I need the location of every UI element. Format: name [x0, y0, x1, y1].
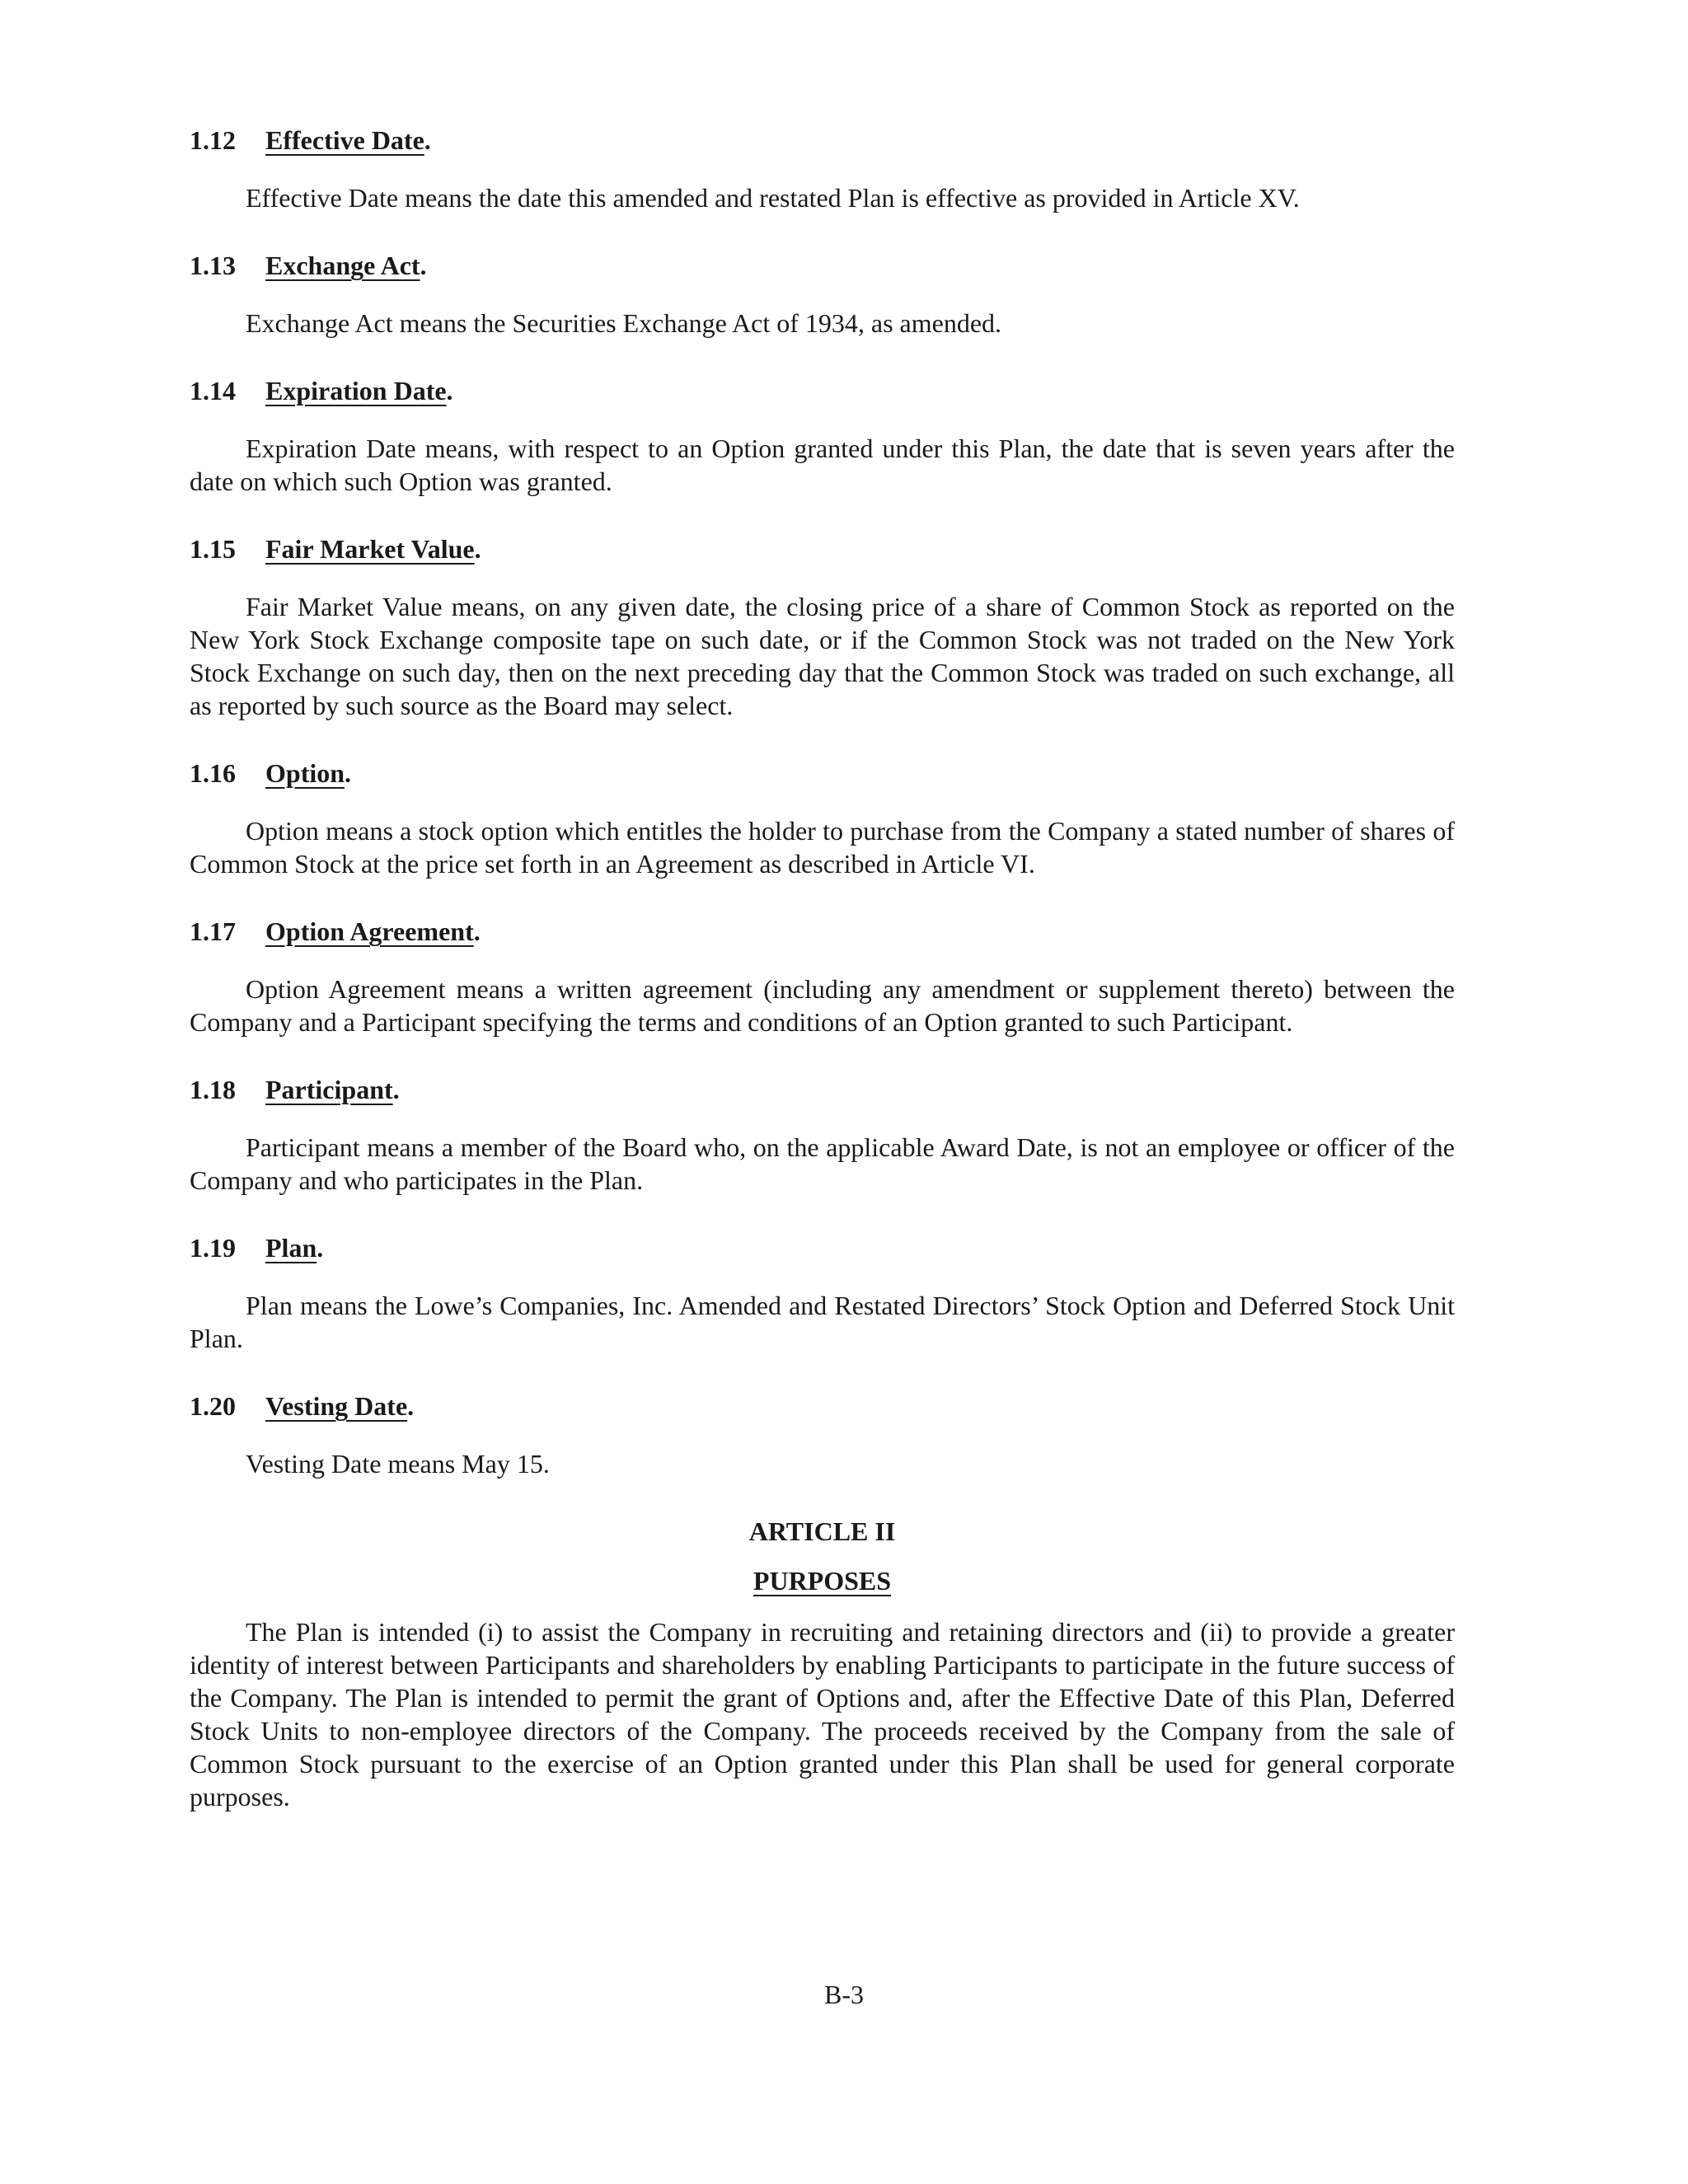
section-text: Option means a stock option which entitles the holder to purchase from the Company a stated number of shares of Common Stock at the price set forth in an Agreement as described in Article VI. [190, 816, 1455, 879]
section-heading [190, 1073, 1455, 1106]
section-title-period: . [420, 251, 427, 280]
section-heading [190, 374, 1455, 407]
section-heading [190, 915, 1455, 948]
section-text: Effective Date means the date this amended and restated Plan is effective as provided in Article XV. [246, 183, 1300, 213]
section-number: 1.13 [190, 251, 236, 280]
section-title: Fair Market Value [265, 534, 475, 564]
section-1-15 [190, 532, 1455, 722]
section-heading [190, 1390, 1455, 1422]
section-title: Vesting Date [265, 1391, 408, 1421]
section-title: Participant [265, 1075, 393, 1104]
section-1-13 [190, 249, 1455, 340]
section-1-14 [190, 374, 1455, 498]
section-number: 1.17 [190, 916, 236, 946]
section-title: Plan [265, 1233, 317, 1263]
section-number: 1.14 [190, 376, 236, 405]
section-title: Expiration Date [265, 376, 447, 405]
section-heading [190, 124, 1455, 157]
article-title-text: PURPOSES [753, 1566, 892, 1596]
page-number: B-3 [824, 1980, 864, 2009]
section-text: Option Agreement means a written agreement (including any amendment or supplement thereto) between the Company and a Participant specifying the terms and conditions of an Option granted to such Participant. [190, 974, 1455, 1037]
article-heading: ARTICLE II [748, 1516, 896, 1546]
section-title-period: . [446, 376, 453, 405]
article-title [190, 1564, 1455, 1597]
section-title: Exchange Act [265, 251, 420, 280]
section-heading [190, 757, 1455, 790]
section-title: Option [265, 758, 345, 788]
section-heading [190, 249, 1455, 282]
section-number: 1.19 [190, 1233, 236, 1263]
section-heading [190, 532, 1455, 565]
document-page [190, 124, 1455, 1813]
section-title-period: . [473, 916, 481, 946]
section-title-period: . [392, 1075, 400, 1104]
section-1-12 [190, 124, 1455, 214]
section-1-19 [190, 1231, 1455, 1355]
section-1-17 [190, 915, 1455, 1038]
section-number: 1.18 [190, 1075, 236, 1104]
section-text: Plan means the Lowe’s Companies, Inc. Amended and Restated Directors’ Stock Option and Deferred Stock Unit Plan. [190, 1291, 1455, 1353]
section-text: Participant means a member of the Board who, on the applicable Award Date, is not an employee or officer of the Company and who participates in the Plan. [190, 1132, 1455, 1195]
article-ii [190, 1515, 1455, 1813]
section-title: Option Agreement [265, 916, 474, 946]
section-heading [190, 1231, 1455, 1264]
section-title: Effective Date [265, 125, 424, 155]
section-text: Exchange Act means the Securities Exchange Act of 1934, as amended. [246, 308, 1002, 338]
section-1-16 [190, 757, 1455, 880]
section-title-period: . [345, 758, 352, 788]
section-title-period: . [474, 534, 481, 564]
section-text: Expiration Date means, with respect to an Option granted under this Plan, the date that is seven years after the date on which such Option was granted. [190, 434, 1455, 496]
section-number: 1.15 [190, 534, 236, 564]
section-number: 1.16 [190, 758, 236, 788]
section-title-period: . [407, 1391, 415, 1421]
section-number: 1.12 [190, 125, 236, 155]
section-title-period: . [424, 125, 431, 155]
article-text: The Plan is intended (i) to assist the Company in recruiting and retaining directors and (ii) to provide a greater identity of interest between Participants and shareholders by enabling Participants to participate in the future success of the Company. The Plan is intended to permit the grant of Options and, after the Effective Date of this Plan, Deferred Stock Units to non-employee directors of the Company. The proceeds received by the Company from the sale of Common Stock pursuant to the exercise of an Option granted under this Plan shall be used for general corporate purposes. [190, 1617, 1455, 1811]
section-text: Vesting Date means May 15. [246, 1449, 550, 1479]
section-number: 1.20 [190, 1391, 236, 1421]
section-1-18 [190, 1073, 1455, 1197]
section-title-period: . [316, 1233, 324, 1263]
section-text: Fair Market Value means, on any given date, the closing price of a share of Common Stock as reported on the New York Stock Exchange composite tape on such date, or if the Common Stock was not traded on the New York Stock Exchange on such day, then on the next preceding day that the Common Stock was traded on such exchange, all as reported by such source as the Board may select. [190, 592, 1455, 720]
section-1-20 [190, 1390, 1455, 1480]
